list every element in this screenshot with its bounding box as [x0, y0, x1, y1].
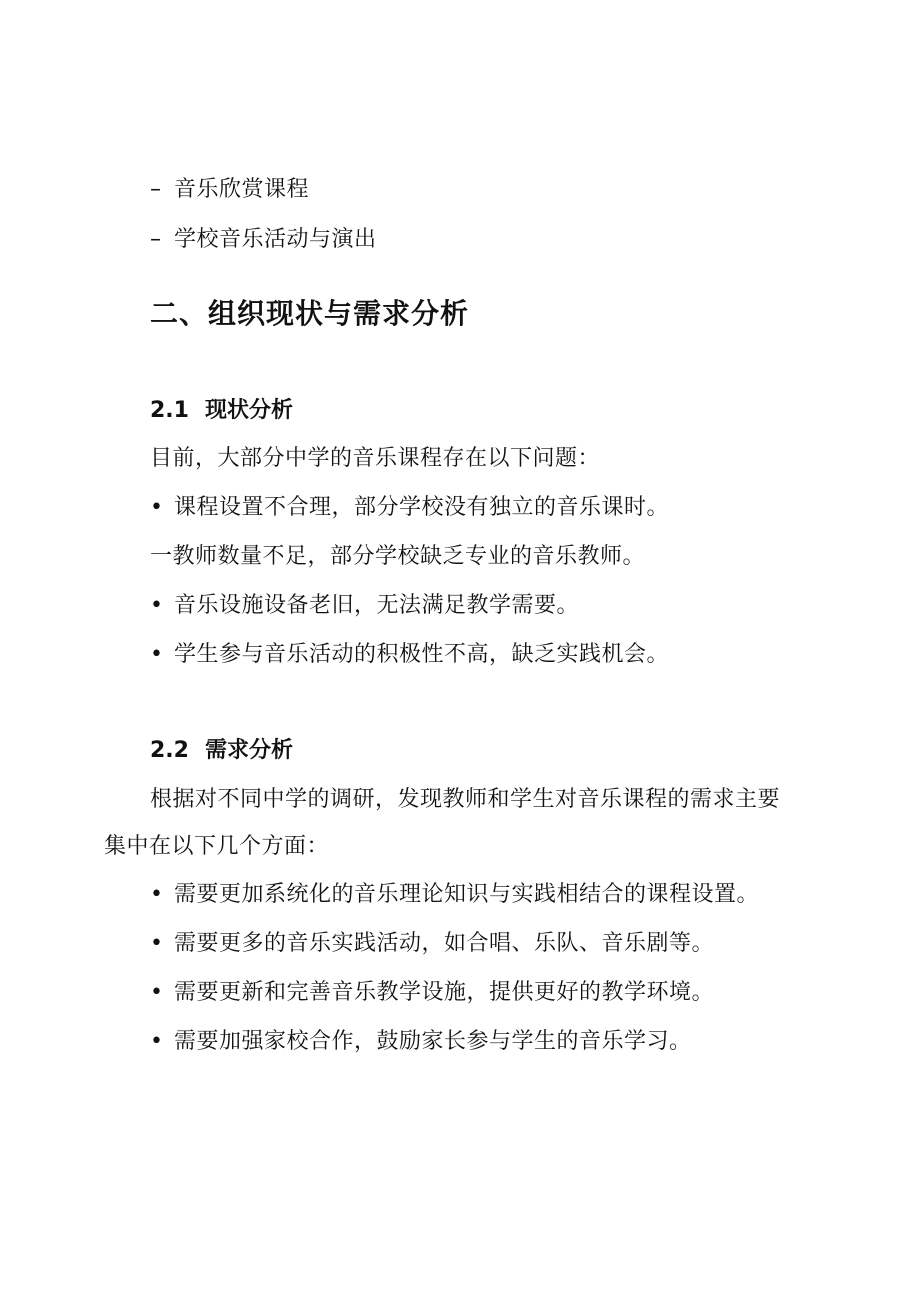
subsection-number: 2.2: [150, 738, 189, 763]
list-item-text: 需要加强家校合作，鼓励家长参与学生的音乐学习。: [174, 1029, 692, 1054]
list-item-school-activities: [150, 225, 377, 255]
list-item-text: 音乐设施设备老旧，无法满足教学需要。: [174, 593, 580, 618]
dash-marker: –: [150, 177, 162, 202]
bullet-marker: •: [150, 882, 164, 907]
list-item-text: 课程设置不合理，部分学校没有独立的音乐课时。: [174, 495, 670, 520]
bullet-marker: •: [150, 1029, 164, 1054]
subsection-heading-2-2: [150, 736, 293, 766]
list-item-text: 需要更加系统化的音乐理论知识与实践相结合的课程设置。: [174, 882, 760, 907]
list-item-text: 一教师数量不足，部分学校缺乏专业的音乐教师。: [150, 544, 646, 569]
list-item-issue-3: [150, 591, 579, 621]
list-item-need-3: [150, 978, 714, 1008]
list-item-text: 学校音乐活动与演出: [174, 227, 377, 252]
list-item-need-1: [150, 880, 759, 910]
list-item-issue-4: [150, 640, 669, 670]
list-item-need-2: [150, 929, 714, 959]
list-item-text: 需要更新和完善音乐教学设施，提供更好的教学环境。: [174, 980, 715, 1005]
list-item-issue-1: [150, 493, 669, 523]
subsection-heading-2-1: [150, 396, 293, 426]
list-item-issue-2: [150, 542, 645, 572]
list-item-text: 学生参与音乐活动的积极性不高，缺乏实践机会。: [174, 642, 670, 667]
subsection-number: 2.1: [150, 398, 189, 423]
bullet-marker: •: [150, 593, 164, 618]
subsection-title: 需求分析: [204, 738, 293, 763]
list-item-text: 需要更多的音乐实践活动，如合唱、乐队、音乐剧等。: [174, 931, 715, 956]
bullet-marker: •: [150, 931, 164, 956]
paragraph-line-1: 根据对不同中学的调研，发现教师和学生对音乐课程的需求主要: [150, 787, 781, 812]
paragraph-line-2: 集中在以下几个方面：: [104, 834, 330, 859]
paragraph-intro: 目前，大部分中学的音乐课程存在以下问题：: [150, 446, 601, 471]
bullet-marker: •: [150, 980, 164, 1005]
subsection-title: 现状分析: [204, 398, 293, 423]
section-heading: 二、组织现状与需求分析: [150, 297, 470, 330]
bullet-marker: •: [150, 495, 164, 520]
dash-marker: –: [150, 227, 162, 252]
list-item-text: 音乐欣赏课程: [174, 177, 310, 202]
bullet-marker: •: [150, 642, 164, 667]
list-item-need-4: [150, 1027, 692, 1057]
list-item-music-appreciation: [150, 175, 309, 205]
